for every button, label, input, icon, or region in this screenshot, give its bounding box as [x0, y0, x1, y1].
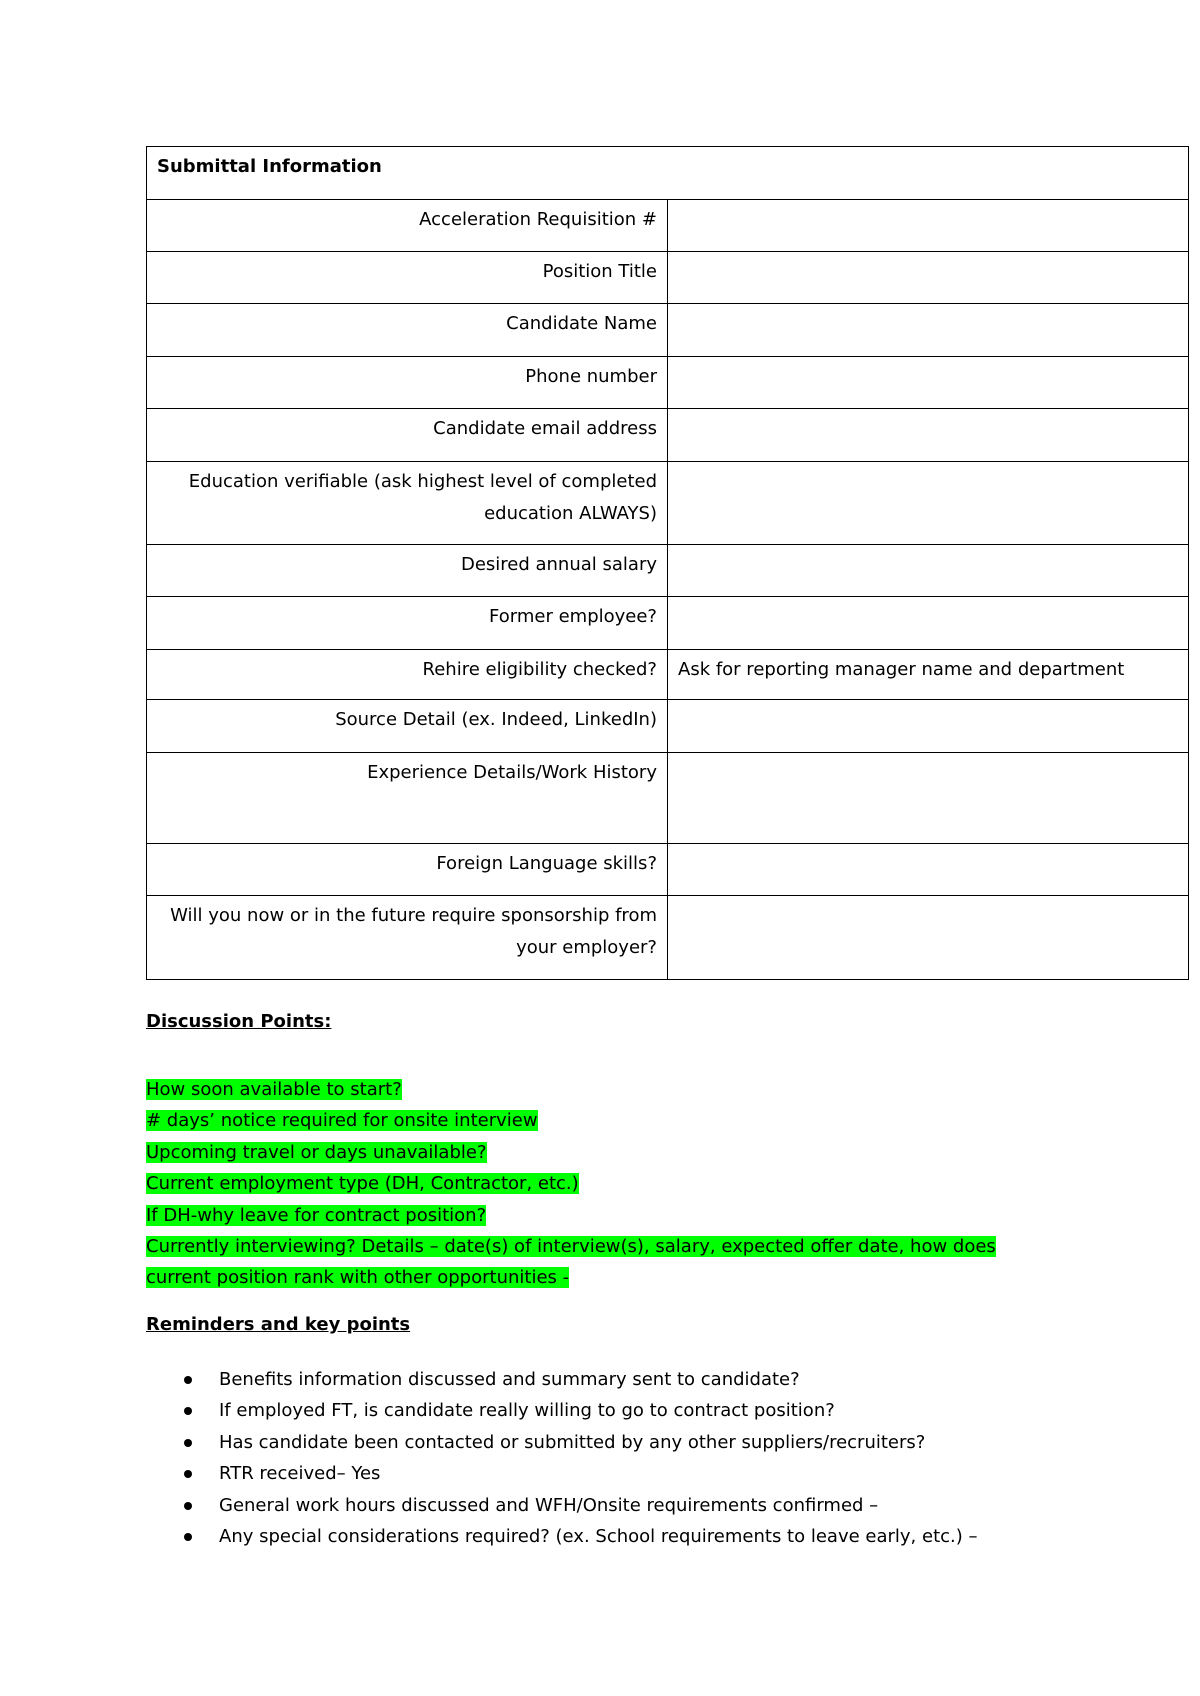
bullet-icon	[184, 1502, 192, 1510]
list-item-text: Has candidate been contacted or submitted by any other suppliers/recruiters?	[219, 1431, 926, 1453]
field-value[interactable]	[668, 844, 1189, 896]
list-item	[146, 1458, 1146, 1489]
highlighted-text: Currently interviewing? Details – date(s) of interview(s), salary, expected offer date, how does	[146, 1236, 996, 1258]
field-value[interactable]	[668, 462, 1189, 545]
list-item	[146, 1137, 1046, 1168]
form-row	[147, 200, 1189, 252]
discussion-points-heading: Discussion Points:	[146, 1011, 332, 1032]
field-label: Position Title	[147, 252, 668, 304]
list-item	[146, 1395, 1146, 1426]
list-item	[146, 1262, 1046, 1293]
form-row	[147, 896, 1189, 980]
submittal-form-table	[146, 146, 1189, 980]
highlighted-text: Upcoming travel or days unavailable?	[146, 1141, 487, 1163]
field-label: Desired annual salary	[147, 545, 668, 597]
list-item	[146, 1427, 1146, 1458]
form-row	[147, 545, 1189, 597]
field-value[interactable]	[668, 597, 1189, 650]
field-value[interactable]	[668, 896, 1189, 980]
list-item-text: Benefits information discussed and summary sent to candidate?	[219, 1369, 800, 1390]
highlighted-text: How soon available to start?	[146, 1079, 402, 1100]
list-item	[146, 1200, 1046, 1231]
reminders-list	[146, 1364, 1146, 1552]
form-row	[147, 844, 1189, 896]
field-value[interactable]	[668, 700, 1189, 753]
field-label: Will you now or in the future require sponsorship from your employer?	[147, 896, 668, 980]
field-label: Former employee?	[147, 597, 668, 650]
list-item	[146, 1231, 1046, 1262]
field-label: Acceleration Requisition #	[147, 200, 668, 252]
bullet-icon	[184, 1533, 192, 1541]
list-item-text: General work hours discussed and WFH/Onsite requirements confirmed –	[219, 1494, 879, 1516]
form-row	[147, 462, 1189, 545]
field-value[interactable]	[668, 409, 1189, 462]
field-label: Foreign Language skills?	[147, 844, 668, 896]
list-item-text: If employed FT, is candidate really willing to go to contract position?	[219, 1400, 835, 1422]
bullet-icon	[184, 1407, 192, 1415]
list-item-text: RTR received– Yes	[219, 1463, 381, 1485]
form-row	[147, 650, 1189, 700]
field-label: Experience Details/Work History	[147, 753, 668, 844]
list-item	[146, 1105, 1046, 1136]
form-header-row	[147, 147, 1189, 200]
highlighted-text: If DH-why leave for contract position?	[146, 1204, 487, 1226]
field-value[interactable]	[668, 252, 1189, 304]
field-label: Education verifiable (ask highest level of completed education ALWAYS)	[147, 462, 668, 545]
field-label: Candidate email address	[147, 409, 668, 462]
field-label: Phone number	[147, 357, 668, 409]
highlighted-text: current position rank with other opportunities -	[146, 1267, 570, 1289]
field-value[interactable]: Ask for reporting manager name and department	[668, 650, 1189, 700]
field-value[interactable]	[668, 753, 1189, 844]
form-row	[147, 409, 1189, 462]
bullet-icon	[184, 1376, 192, 1384]
bullet-icon	[184, 1470, 192, 1478]
reminders-heading: Reminders and key points	[146, 1314, 411, 1335]
field-value[interactable]	[668, 200, 1189, 252]
field-label: Rehire eligibility checked?	[147, 650, 668, 700]
list-item	[146, 1364, 1146, 1395]
list-item	[146, 1168, 1046, 1199]
list-item	[146, 1521, 1146, 1552]
list-item	[146, 1074, 1046, 1105]
field-label: Source Detail (ex. Indeed, LinkedIn)	[147, 700, 668, 753]
form-row	[147, 304, 1189, 357]
list-item	[146, 1490, 1146, 1521]
form-row	[147, 357, 1189, 409]
field-value[interactable]	[668, 545, 1189, 597]
discussion-points-list	[146, 1074, 1046, 1294]
field-value[interactable]	[668, 304, 1189, 357]
field-value[interactable]	[668, 357, 1189, 409]
field-label: Candidate Name	[147, 304, 668, 357]
highlighted-text: # days’ notice required for onsite interview	[146, 1110, 538, 1132]
list-item-text: Any special considerations required? (ex. School requirements to leave early, etc.) –	[219, 1526, 978, 1548]
bullet-icon	[184, 1439, 192, 1447]
form-row	[147, 700, 1189, 753]
form-row	[147, 597, 1189, 650]
form-header: Submittal Information	[147, 147, 1189, 200]
form-row	[147, 252, 1189, 304]
highlighted-text: Current employment type (DH, Contractor, etc.)	[146, 1173, 579, 1195]
form-row	[147, 753, 1189, 844]
